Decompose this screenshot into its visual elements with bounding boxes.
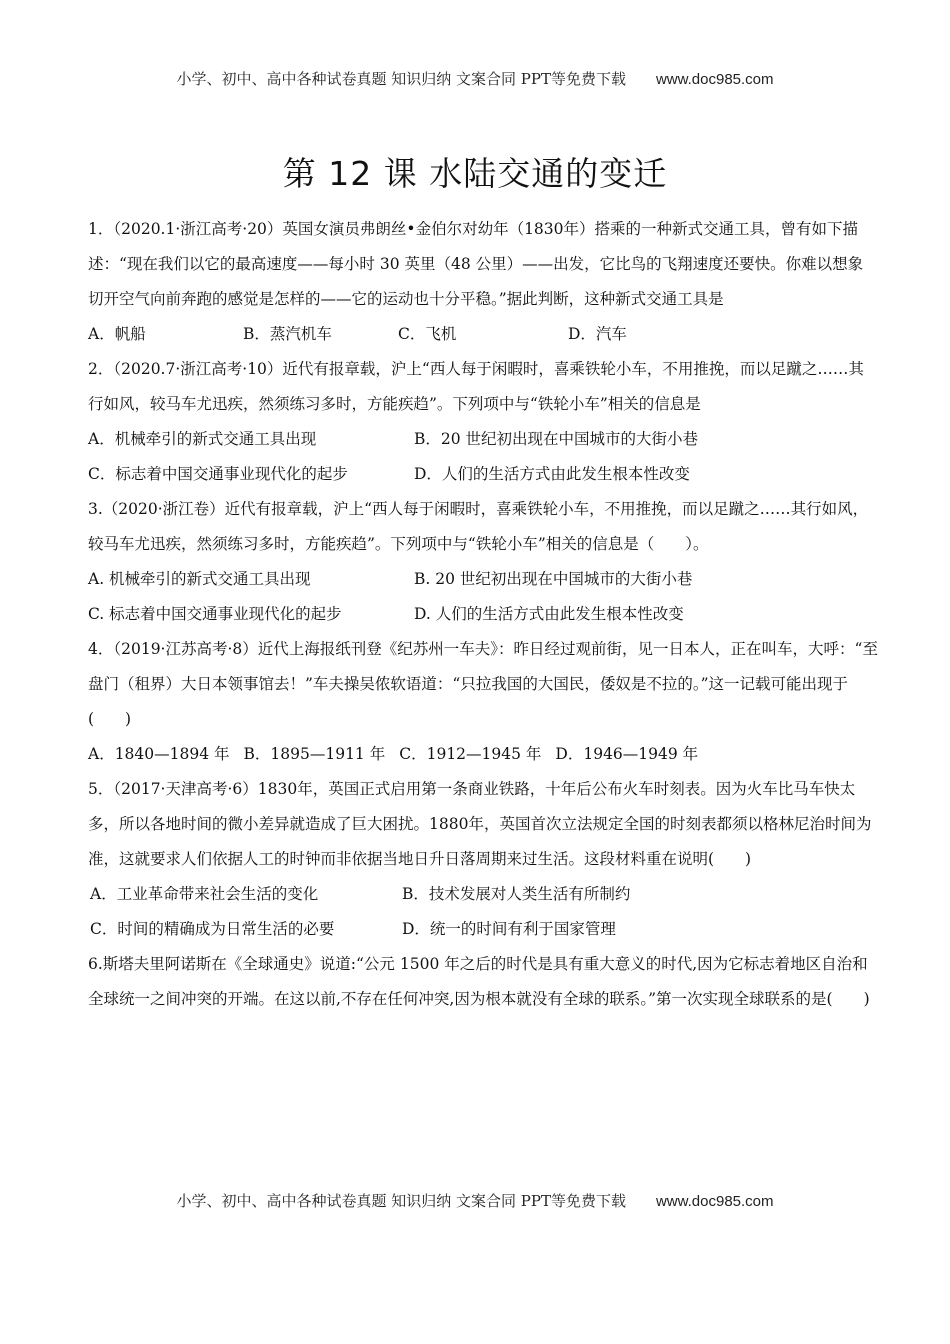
option-a: A．1840—1894 年 <box>88 745 230 763</box>
option-c: C．标志着中国交通事业现代化的起步 <box>88 465 348 483</box>
options-row <box>88 562 878 597</box>
question-list <box>88 212 878 1017</box>
question-stem: 4．（2019·江苏高考·8）近代上海报纸刊登《纪苏州一车夫》：昨日经过观前街，见一日本人，正在叫车，大呼：“至盘门（租界）大日本领事馆去！”车夫操吴侬软语道：“只拉我国的大国民，倭奴是不拉的。”这一记载可能出现于( ) <box>88 640 878 728</box>
option-b: B．蒸汽机车 <box>243 325 332 343</box>
option-a: A．机械牵引的新式交通工具出现 <box>88 430 317 448</box>
page-title: 第 12 课 水陆交通的变迁 <box>282 154 668 193</box>
footer-text: 小学、初中、高中各种试卷真题 知识归纳 文案合同 PPT等免费下载 <box>176 1192 626 1210</box>
question-stem: 5．（2017·天津高考·6）1830年，英国正式启用第一条商业铁路，十年后公布火车时刻表。因为火车比马车快太多，所以各地时间的微小差异就造成了巨大困扰。1880年，英国首次立法规定全国的时刻表都须以格林尼治时间为准，这就要求人们依据人工的时钟而非依据当地日升日落周期来过生活。这段材料重在说明( ) <box>88 780 872 868</box>
option-d: D．1946—1949 年 <box>555 745 699 763</box>
option-c: C. 标志着中国交通事业现代化的起步 <box>88 605 342 623</box>
question-6 <box>88 947 878 1017</box>
option-a: A．帆船 <box>88 325 146 343</box>
option-d: D．人们的生活方式由此发生根本性改变 <box>414 465 690 483</box>
option-b: B．技术发展对人类生活有所制约 <box>402 885 631 903</box>
question-1 <box>88 212 878 352</box>
option-a: A．工业革命带来社会生活的变化 <box>90 885 319 903</box>
option-b: B．20 世纪初出现在中国城市的大街小巷 <box>414 430 699 448</box>
question-stem: 1．（2020.1·浙江高考·20）英国女演员弗朗丝•金伯尔对幼年（1830年）搭乘的一种新式交通工具，曾有如下描述：“现在我们以它的最高速度——每小时 30 英里（48 公里）——出发，它比鸟的飞翔速度还要快。你难以想象切开空气向前奔跑的感觉是怎样的——它的运动也十分平稳。”据此判断，这种新式交通工具是 <box>88 220 864 308</box>
options-row <box>88 737 878 772</box>
option-d: D．统一的时间有利于国家管理 <box>402 920 616 938</box>
question-stem: 6.斯塔夫里阿诺斯在《全球通史》说道:“公元 1500 年之后的时代是具有重大意义的时代,因为它标志着地区自治和全球统一之间冲突的开端。在这以前,不存在任何冲突,因为根本就没有全球的联系。”第一次实现全球联系的是( ) <box>88 955 870 1008</box>
options-row <box>88 457 878 492</box>
footer-site-link[interactable]: www.doc985.com <box>655 1193 774 1210</box>
header-text: 小学、初中、高中各种试卷真题 知识归纳 文案合同 PPT等免费下载 <box>176 70 626 88</box>
question-5 <box>88 772 878 947</box>
option-d: D．汽车 <box>568 325 627 343</box>
question-3 <box>88 492 878 632</box>
option-c: C．飞机 <box>398 325 457 343</box>
option-c: C．时间的精确成为日常生活的必要 <box>90 920 335 938</box>
option-b: B．1895—1911 年 <box>243 745 386 763</box>
option-d: D. 人们的生活方式由此发生根本性改变 <box>414 605 684 623</box>
header-site-link[interactable]: www.doc985.com <box>655 71 774 88</box>
options-row <box>88 422 878 457</box>
option-b: B. 20 世纪初出现在中国城市的大街小巷 <box>414 570 693 588</box>
question-4 <box>88 632 878 772</box>
question-2 <box>88 352 878 492</box>
page-footer <box>0 1190 950 1211</box>
option-a: A. 机械牵引的新式交通工具出现 <box>88 570 311 588</box>
page-header <box>0 68 950 89</box>
options-row <box>88 877 878 912</box>
options-row <box>88 597 878 632</box>
options-row <box>88 912 878 947</box>
question-stem: 2．（2020.7·浙江高考·10）近代有报章载，沪上“西人每于闲暇时，喜乘铁轮小车，不用推挽，而以足蹴之……其行如风，较马车尤迅疾，然须练习多时，方能疾趋”。下列项中与“铁轮小车”相关的信息是 <box>88 360 864 413</box>
options-row <box>88 317 878 352</box>
option-c: C．1912—1945 年 <box>399 745 542 763</box>
question-stem: 3.（2020·浙江卷）近代有报章载，沪上“西人每于闲暇时，喜乘铁轮小车，不用推挽，而以足蹴之……其行如风，较马车尤迅疾，然须练习多时，方能疾趋”。下列项中与“铁轮小车”相关的信息是（ ）。 <box>88 500 869 553</box>
